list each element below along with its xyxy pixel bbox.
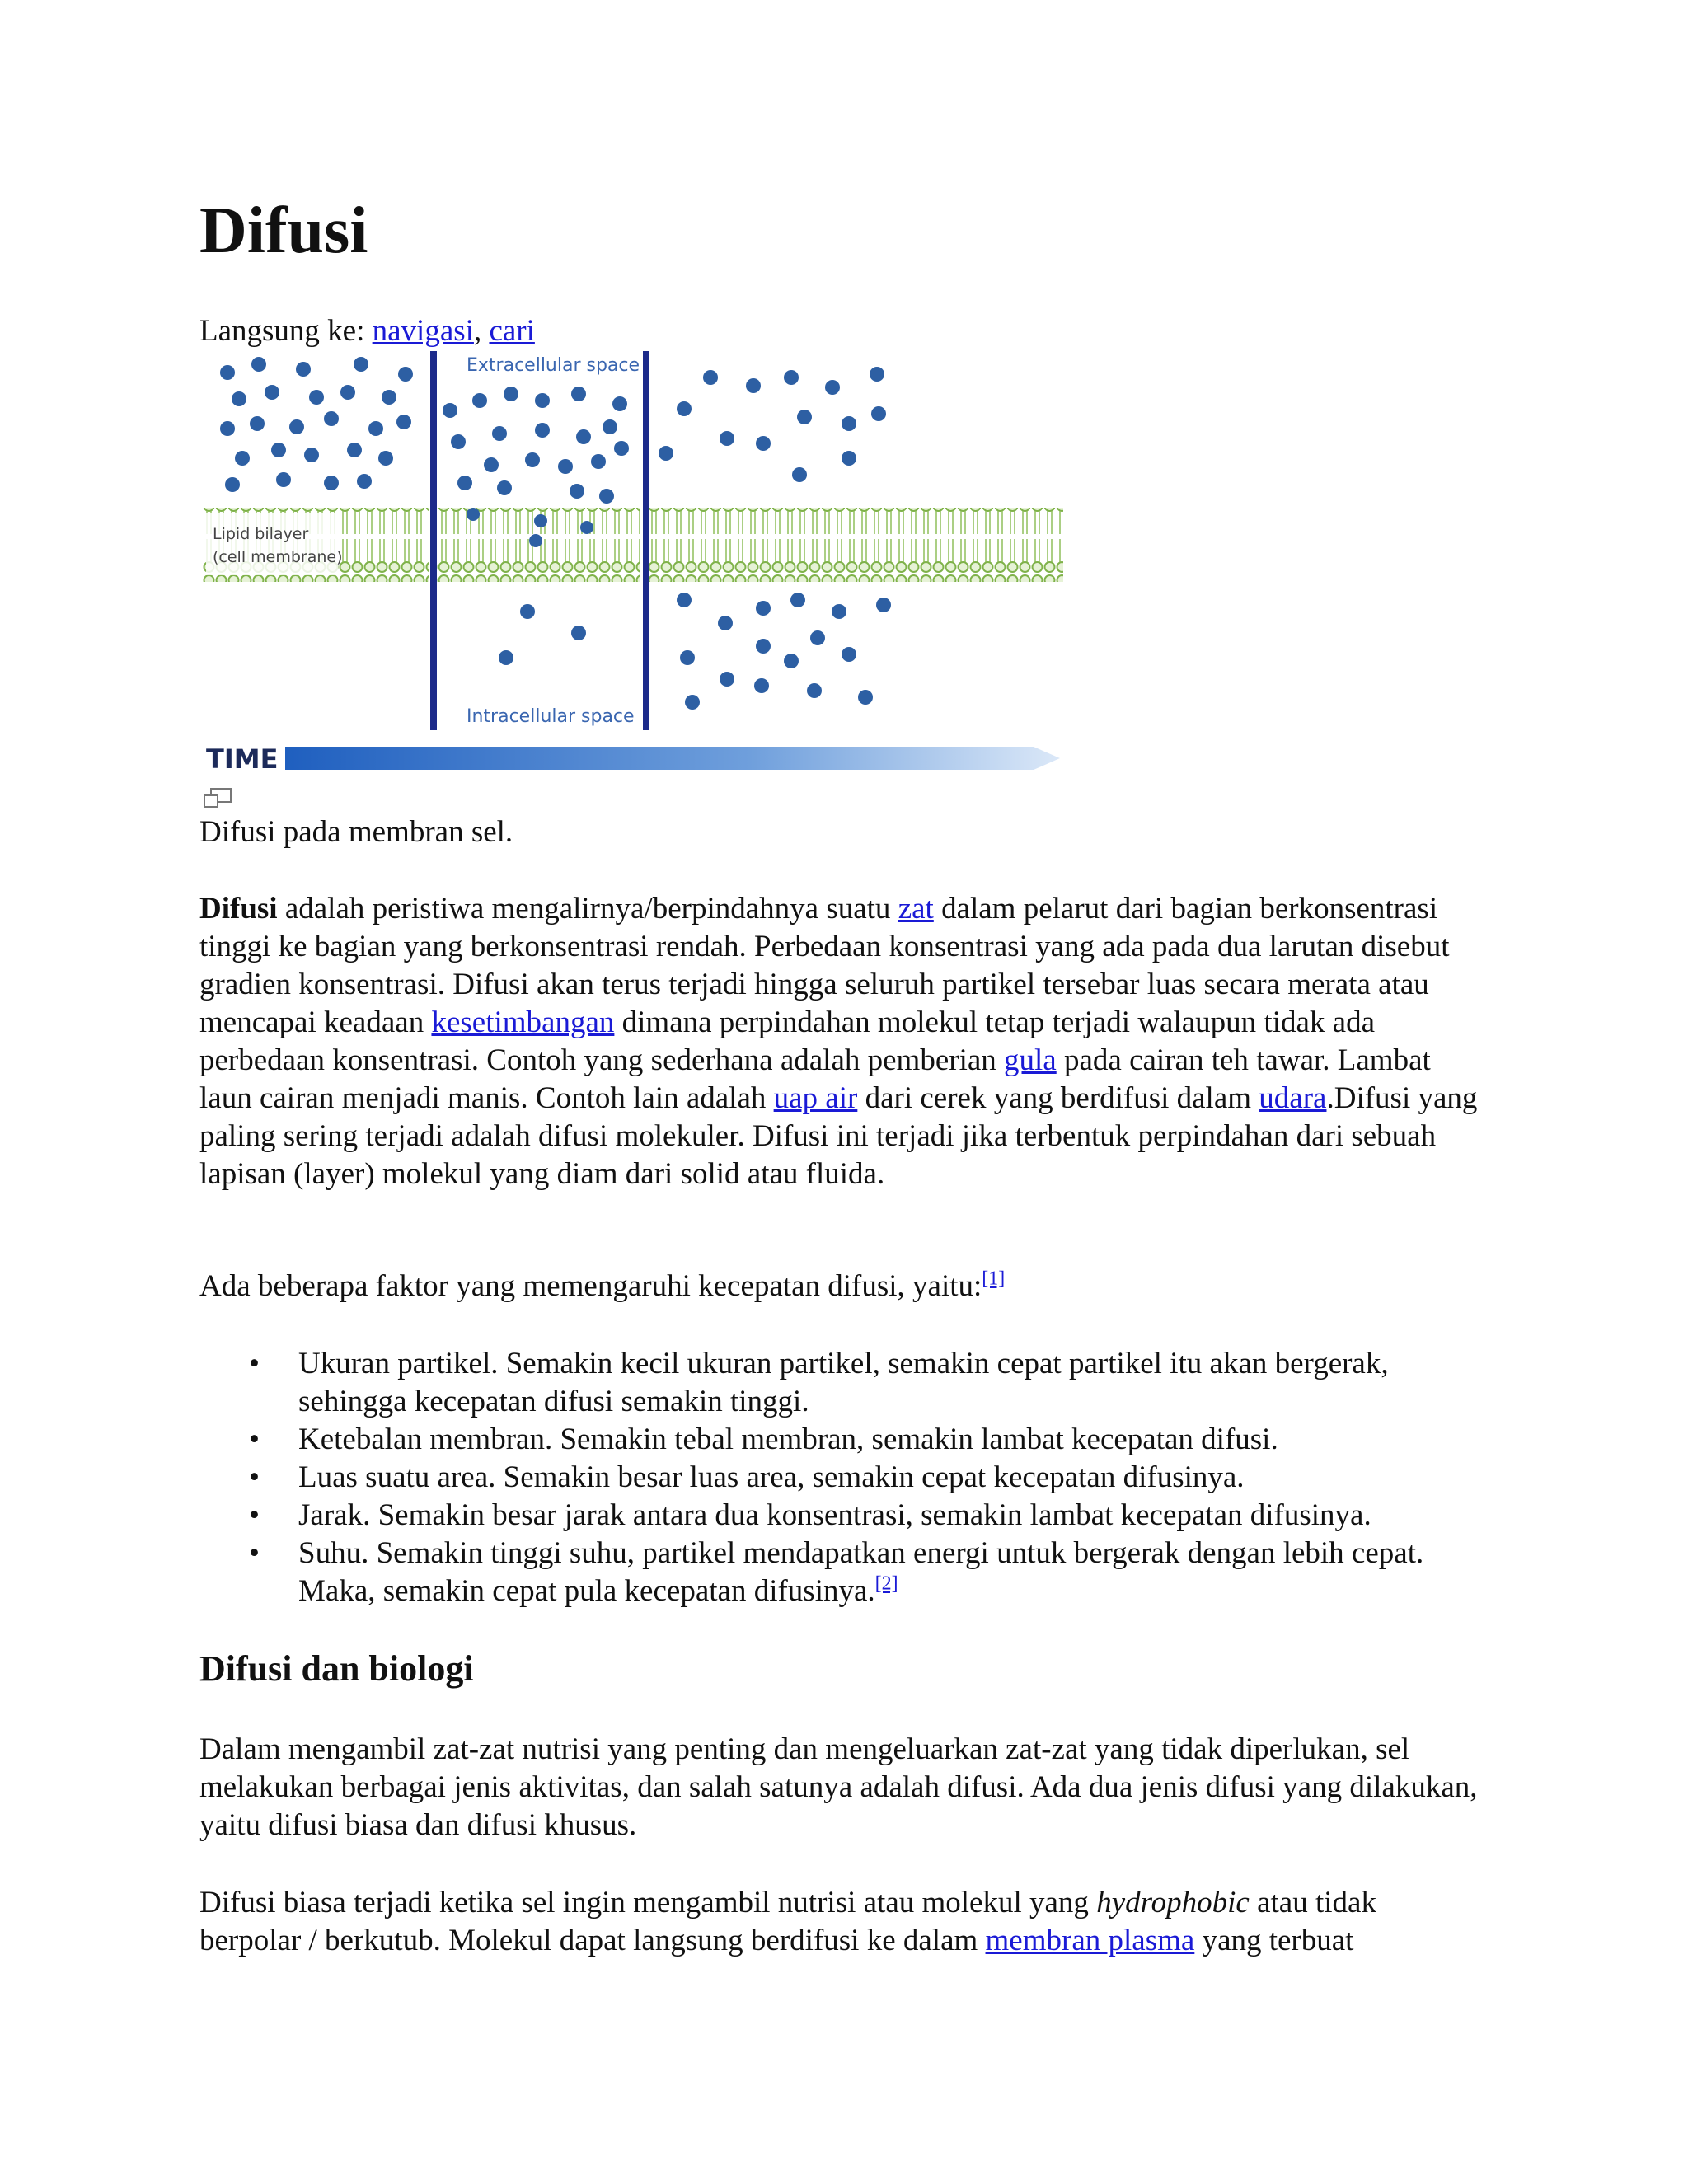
list-item bbox=[199, 1421, 1485, 1459]
bullet: • bbox=[249, 1422, 260, 1456]
figure-caption: Difusi pada membran sel. bbox=[199, 815, 513, 849]
intro-text-1: adalah peristiwa mengalirnya/berpindahnya suatu bbox=[277, 892, 898, 926]
intro-text-4: pada cairan teh tawar. Lambat laun cairan menjadi manis. Contoh lain adalah bbox=[199, 1043, 1431, 1115]
factor-text: Ketebalan membran. Semakin tebal membran, semakin lambat kecepatan difusi. bbox=[298, 1422, 1278, 1456]
label-extracellular: Extracellular space bbox=[467, 355, 640, 376]
enlarge-icon[interactable] bbox=[203, 787, 234, 810]
factor-text: Suhu. Semakin tinggi suhu, partikel mendapatkan energi untuk bergerak dengan lebih cepat. Maka, semakin cepat pula kecepatan difusinya. bbox=[298, 1536, 1424, 1608]
list-item bbox=[199, 1535, 1485, 1610]
skip-prefix: Langsung ke: bbox=[199, 314, 365, 348]
lipid-label-2: (cell membrane) bbox=[213, 548, 343, 566]
lipid-label-1: Lipid bilayer bbox=[213, 525, 309, 543]
factor-text: Ukuran partikel. Semakin kecil ukuran partikel, semakin cepat partikel itu akan bergerak, sehingga kecepatan difusi semakin tinggi. bbox=[298, 1347, 1389, 1418]
link-membran-plasma[interactable]: membran plasma bbox=[985, 1924, 1195, 1957]
link-kesetimbangan[interactable]: kesetimbangan bbox=[431, 1005, 615, 1039]
divider-2 bbox=[643, 351, 649, 730]
factor-text: Jarak. Semakin besar jarak antara dua konsentrasi, semakin lambat kecepatan difusinya. bbox=[298, 1498, 1372, 1532]
link-uap-air[interactable]: uap air bbox=[773, 1081, 858, 1115]
list-item bbox=[199, 1345, 1485, 1421]
skip-separator: , bbox=[473, 314, 482, 348]
divider-1 bbox=[430, 351, 437, 730]
link-gula[interactable]: gula bbox=[1004, 1043, 1057, 1077]
intro-text-6: .Difusi yang paling sering terjadi adalah difusi molekuler. Difusi ini terjadi jika terbentuk perpindahan dari sebuah lapisan (layer) molekul yang diam dari solid atau fluida. bbox=[199, 1081, 1478, 1191]
factors-intro-text: Ada beberapa faktor yang memengaruhi kecepatan difusi, yaitu: bbox=[199, 1269, 982, 1303]
factors-intro bbox=[199, 1268, 1485, 1305]
bullet: • bbox=[249, 1347, 260, 1380]
label-time: TIME bbox=[206, 743, 279, 775]
factors-list bbox=[199, 1345, 1485, 1610]
link-cari[interactable]: cari bbox=[489, 314, 535, 348]
page-title: Difusi bbox=[199, 194, 368, 267]
biologi-italic: hydrophobic bbox=[1096, 1886, 1250, 1919]
intro-bold: Difusi bbox=[199, 892, 278, 926]
bullet: • bbox=[249, 1460, 260, 1494]
ref-1[interactable]: [1] bbox=[982, 1268, 1006, 1290]
membrane-panel-3 bbox=[648, 508, 1063, 582]
biologi-text-2: atau tidak berpolar / berkutub. Molekul dapat langsung berdifusi ke dalam bbox=[199, 1886, 1376, 1957]
factor-text: Luas suatu area. Semakin besar luas area, semakin cepat kecepatan difusinya. bbox=[298, 1460, 1245, 1494]
biologi-text-1: Difusi biasa terjadi ketika sel ingin mengambil nutrisi atau molekul yang bbox=[199, 1886, 1097, 1919]
list-item bbox=[199, 1497, 1485, 1535]
time-arrow bbox=[285, 747, 1060, 770]
link-udara[interactable]: udara bbox=[1259, 1081, 1327, 1115]
label-intracellular: Intracellular space bbox=[467, 706, 635, 727]
section-heading-biologi: Difusi dan biologi bbox=[199, 1648, 474, 1689]
intro-text-2: dalam pelarut dari bagian berkonsentrasi tinggi ke bagian yang berkonsentrasi rendah. Perbedaan konsentrasi yang ada pada dua larutan disebut gradien konsentrasi. Difusi akan terus terjadi hingga seluruh partikel tersebar luas secara merata atau mencapai keadaan bbox=[199, 892, 1450, 1039]
link-zat[interactable]: zat bbox=[898, 892, 934, 926]
bullet: • bbox=[249, 1536, 260, 1570]
intro-paragraph bbox=[199, 890, 1485, 1193]
ref-2[interactable]: [2] bbox=[874, 1572, 898, 1595]
biologi-paragraph-1: Dalam mengambil zat-zat nutrisi yang penting dan mengeluarkan zat-zat yang tidak diperlukan, sel melakukan berbagai jenis aktivitas, dan salah satunya adalah difusi. Ada dua jenis difusi yang dilakukan, yaitu difusi biasa dan difusi khusus. bbox=[199, 1732, 1478, 1842]
biologi-text-3: yang terbuat bbox=[1194, 1924, 1354, 1957]
bullet: • bbox=[249, 1498, 260, 1532]
intro-text-5: dari cerek yang berdifusi dalam bbox=[857, 1081, 1259, 1115]
diffusion-figure[interactable] bbox=[203, 351, 1063, 780]
skip-links bbox=[199, 313, 535, 349]
biologi-paragraph-2 bbox=[199, 1884, 1485, 1960]
intro-text-3: dimana perpindahan molekul tetap terjadi walaupun tidak ada perbedaan konsentrasi. Contoh yang sederhana adalah pemberian bbox=[199, 1005, 1376, 1077]
link-navigasi[interactable]: navigasi bbox=[372, 314, 474, 348]
list-item bbox=[199, 1459, 1485, 1497]
